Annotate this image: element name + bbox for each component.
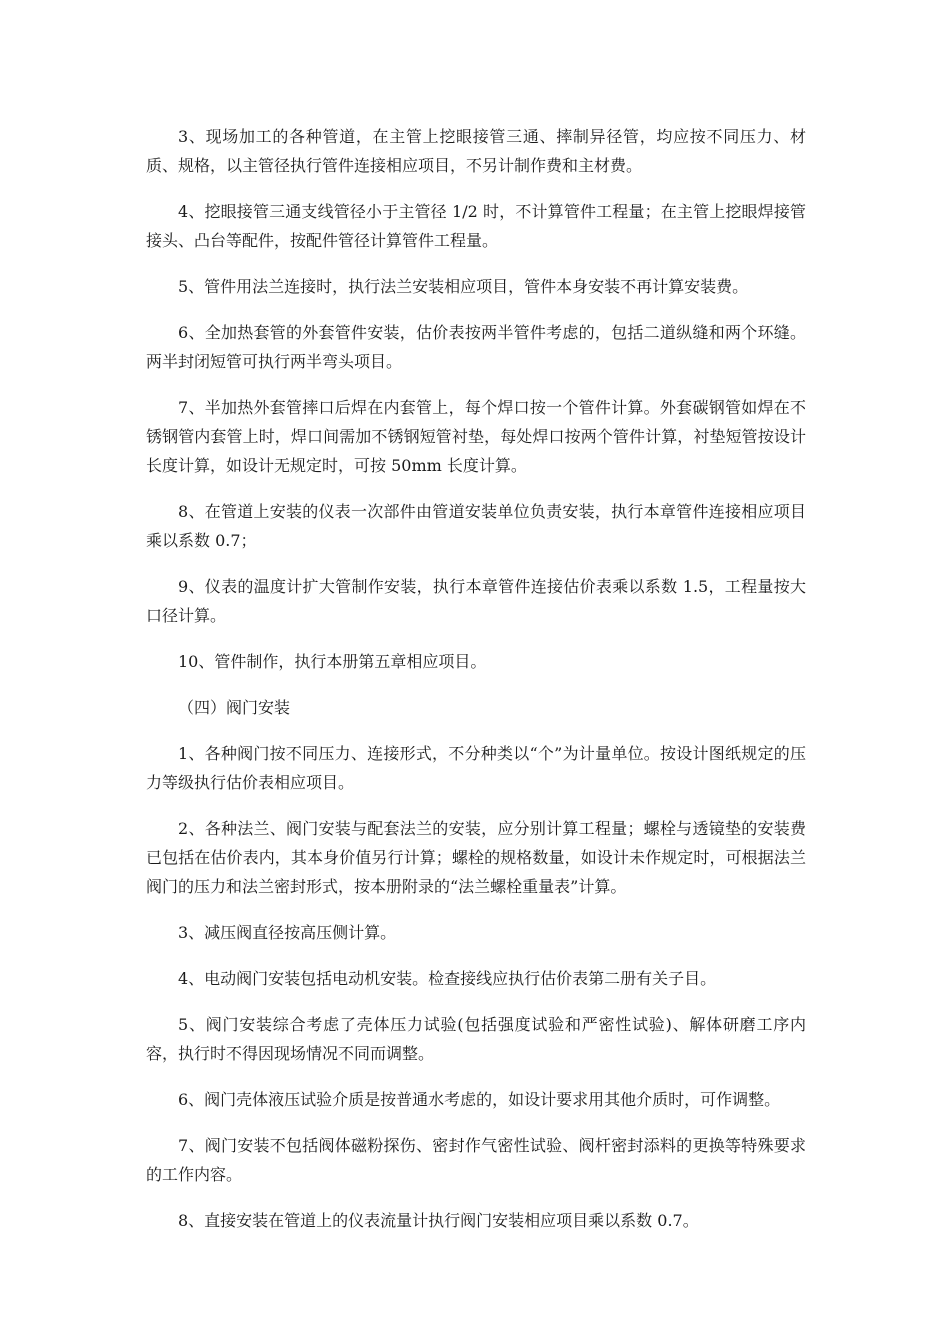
section-heading-valve-installation: （四）阀门安装 xyxy=(178,698,291,717)
paragraph-item-9: 9、仪表的温度计扩大管制作安装，执行本章管件连接估价表乘以系数 1.5，工程量按大口径计算。 xyxy=(146,577,806,625)
paragraph-item-10: 10、管件制作，执行本册第五章相应项目。 xyxy=(178,652,487,671)
valve-paragraph-8: 8、直接安装在管道上的仪表流量计执行阀门安装相应项目乘以系数 0.7。 xyxy=(178,1211,699,1230)
paragraph-item-3: 3、现场加工的各种管道，在主管上挖眼接管三通、摔制异径管，均应按不同压力、材质、规格，以主管径执行管件连接相应项目，不另计制作费和主材费。 xyxy=(146,127,806,175)
valve-paragraph-7: 7、阀门安装不包括阀体磁粉探伤、密封作气密性试验、阀杆密封添料的更换等特殊要求的工作内容。 xyxy=(146,1136,806,1184)
valve-paragraph-2: 2、各种法兰、阀门安装与配套法兰的安装，应分别计算工程量；螺栓与透镜垫的安装费已包括在估价表内，其本身价值另行计算；螺栓的规格数量，如设计未作规定时，可根据法兰阀门的压力和法兰密封形式，按本册附录的“法兰螺栓重量表”计算。 xyxy=(146,819,806,896)
paragraph-item-8: 8、在管道上安装的仪表一次部件由管道安装单位负责安装，执行本章管件连接相应项目乘以系数 0.7； xyxy=(146,502,806,550)
paragraph-item-6: 6、全加热套管的外套管件安装，估价表按两半管件考虑的，包括二道纵缝和两个环缝。两半封闭短管可执行两半弯头项目。 xyxy=(146,323,806,371)
paragraph-item-7: 7、半加热外套管摔口后焊在内套管上，每个焊口按一个管件计算。外套碳钢管如焊在不锈钢管内套管上时，焊口间需加不锈钢短管衬垫，每处焊口按两个管件计算，衬垫短管按设计长度计算，如设计无规定时，可按 50mm 长度计算。 xyxy=(146,398,806,475)
valve-paragraph-1: 1、各种阀门按不同压力、连接形式，不分种类以“个”为计量单位。按设计图纸规定的压力等级执行估价表相应项目。 xyxy=(146,744,806,792)
valve-paragraph-6: 6、阀门壳体液压试验介质是按普通水考虑的，如设计要求用其他介质时，可作调整。 xyxy=(178,1090,781,1109)
paragraph-item-5: 5、管件用法兰连接时，执行法兰安装相应项目，管件本身安装不再计算安装费。 xyxy=(178,277,749,296)
valve-paragraph-5: 5、阀门安装综合考虑了壳体压力试验(包括强度试验和严密性试验)、解体研磨工序内容，执行时不得因现场情况不同而调整。 xyxy=(146,1015,806,1063)
valve-paragraph-3: 3、减压阀直径按高压侧计算。 xyxy=(178,923,397,942)
document-body xyxy=(146,122,806,1252)
valve-paragraph-4: 4、电动阀门安装包括电动机安装。检查接线应执行估价表第二册有关子目。 xyxy=(178,969,717,988)
paragraph-item-4: 4、挖眼接管三通支线管径小于主管径 1/2 时，不计算管件工程量；在主管上挖眼焊接管接头、凸台等配件，按配件管径计算管件工程量。 xyxy=(146,202,806,250)
